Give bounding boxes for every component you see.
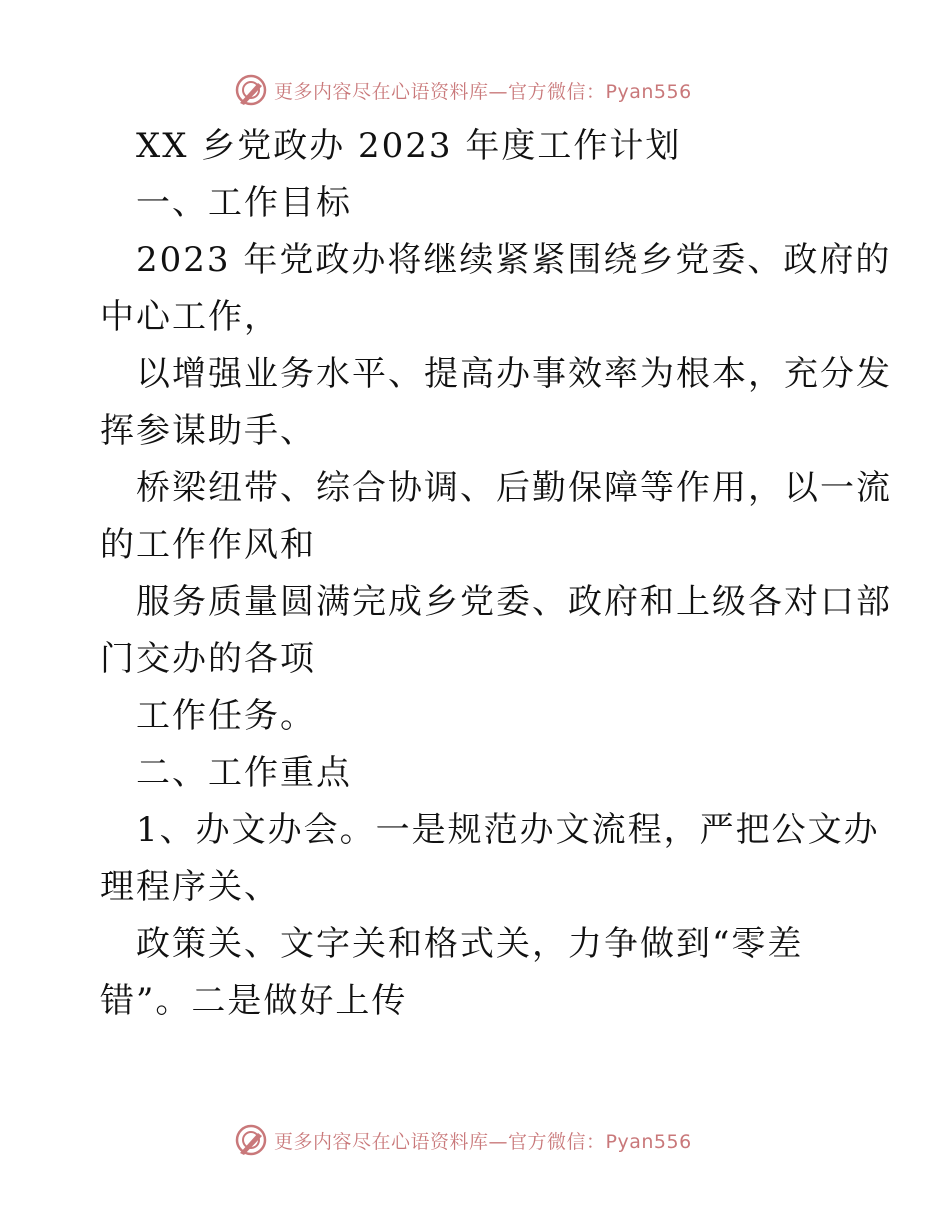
text-line: 错”。二是做好上传 [100,981,408,1021]
text-line: 政策关、文字关和格式关，力争做到“零差 [136,924,804,964]
text-line: 以增强业务水平、提高办事效率为根本，充分发 [136,354,892,394]
text-line: 中心工作， [100,297,280,337]
text-line: 1、办文办会。一是规范办文流程，严把公文办 [136,810,880,850]
text-line: 二、工作重点 [136,753,352,793]
pen-logo-icon [234,1123,268,1157]
document-title: XX 乡党政办 2023 年度工作计划 [136,126,682,166]
watermark-text: 更多内容尽在心语资料库—官方微信：Pyan556 [274,80,692,103]
text-line: 一、工作目标 [136,183,352,223]
watermark-header [234,72,692,108]
text-line: 工作任务。 [136,696,316,736]
text-line: 门交办的各项 [100,639,316,679]
text-line: 服务质量圆满完成乡党委、政府和上级各对口部 [136,582,892,622]
pen-logo-icon [234,73,268,107]
text-line: 桥梁纽带、综合协调、后勤保障等作用，以一流 [136,468,892,508]
text-line: 的工作作风和 [100,525,316,565]
text-line: 2023 年党政办将继续紧紧围绕乡党委、政府的 [136,240,892,280]
watermark-text: 更多内容尽在心语资料库—官方微信：Pyan556 [274,1130,692,1153]
text-line: 理程序关、 [100,867,280,907]
document-body [100,118,892,1030]
text-line: 挥参谋助手、 [100,411,316,451]
watermark-footer [234,1122,692,1158]
